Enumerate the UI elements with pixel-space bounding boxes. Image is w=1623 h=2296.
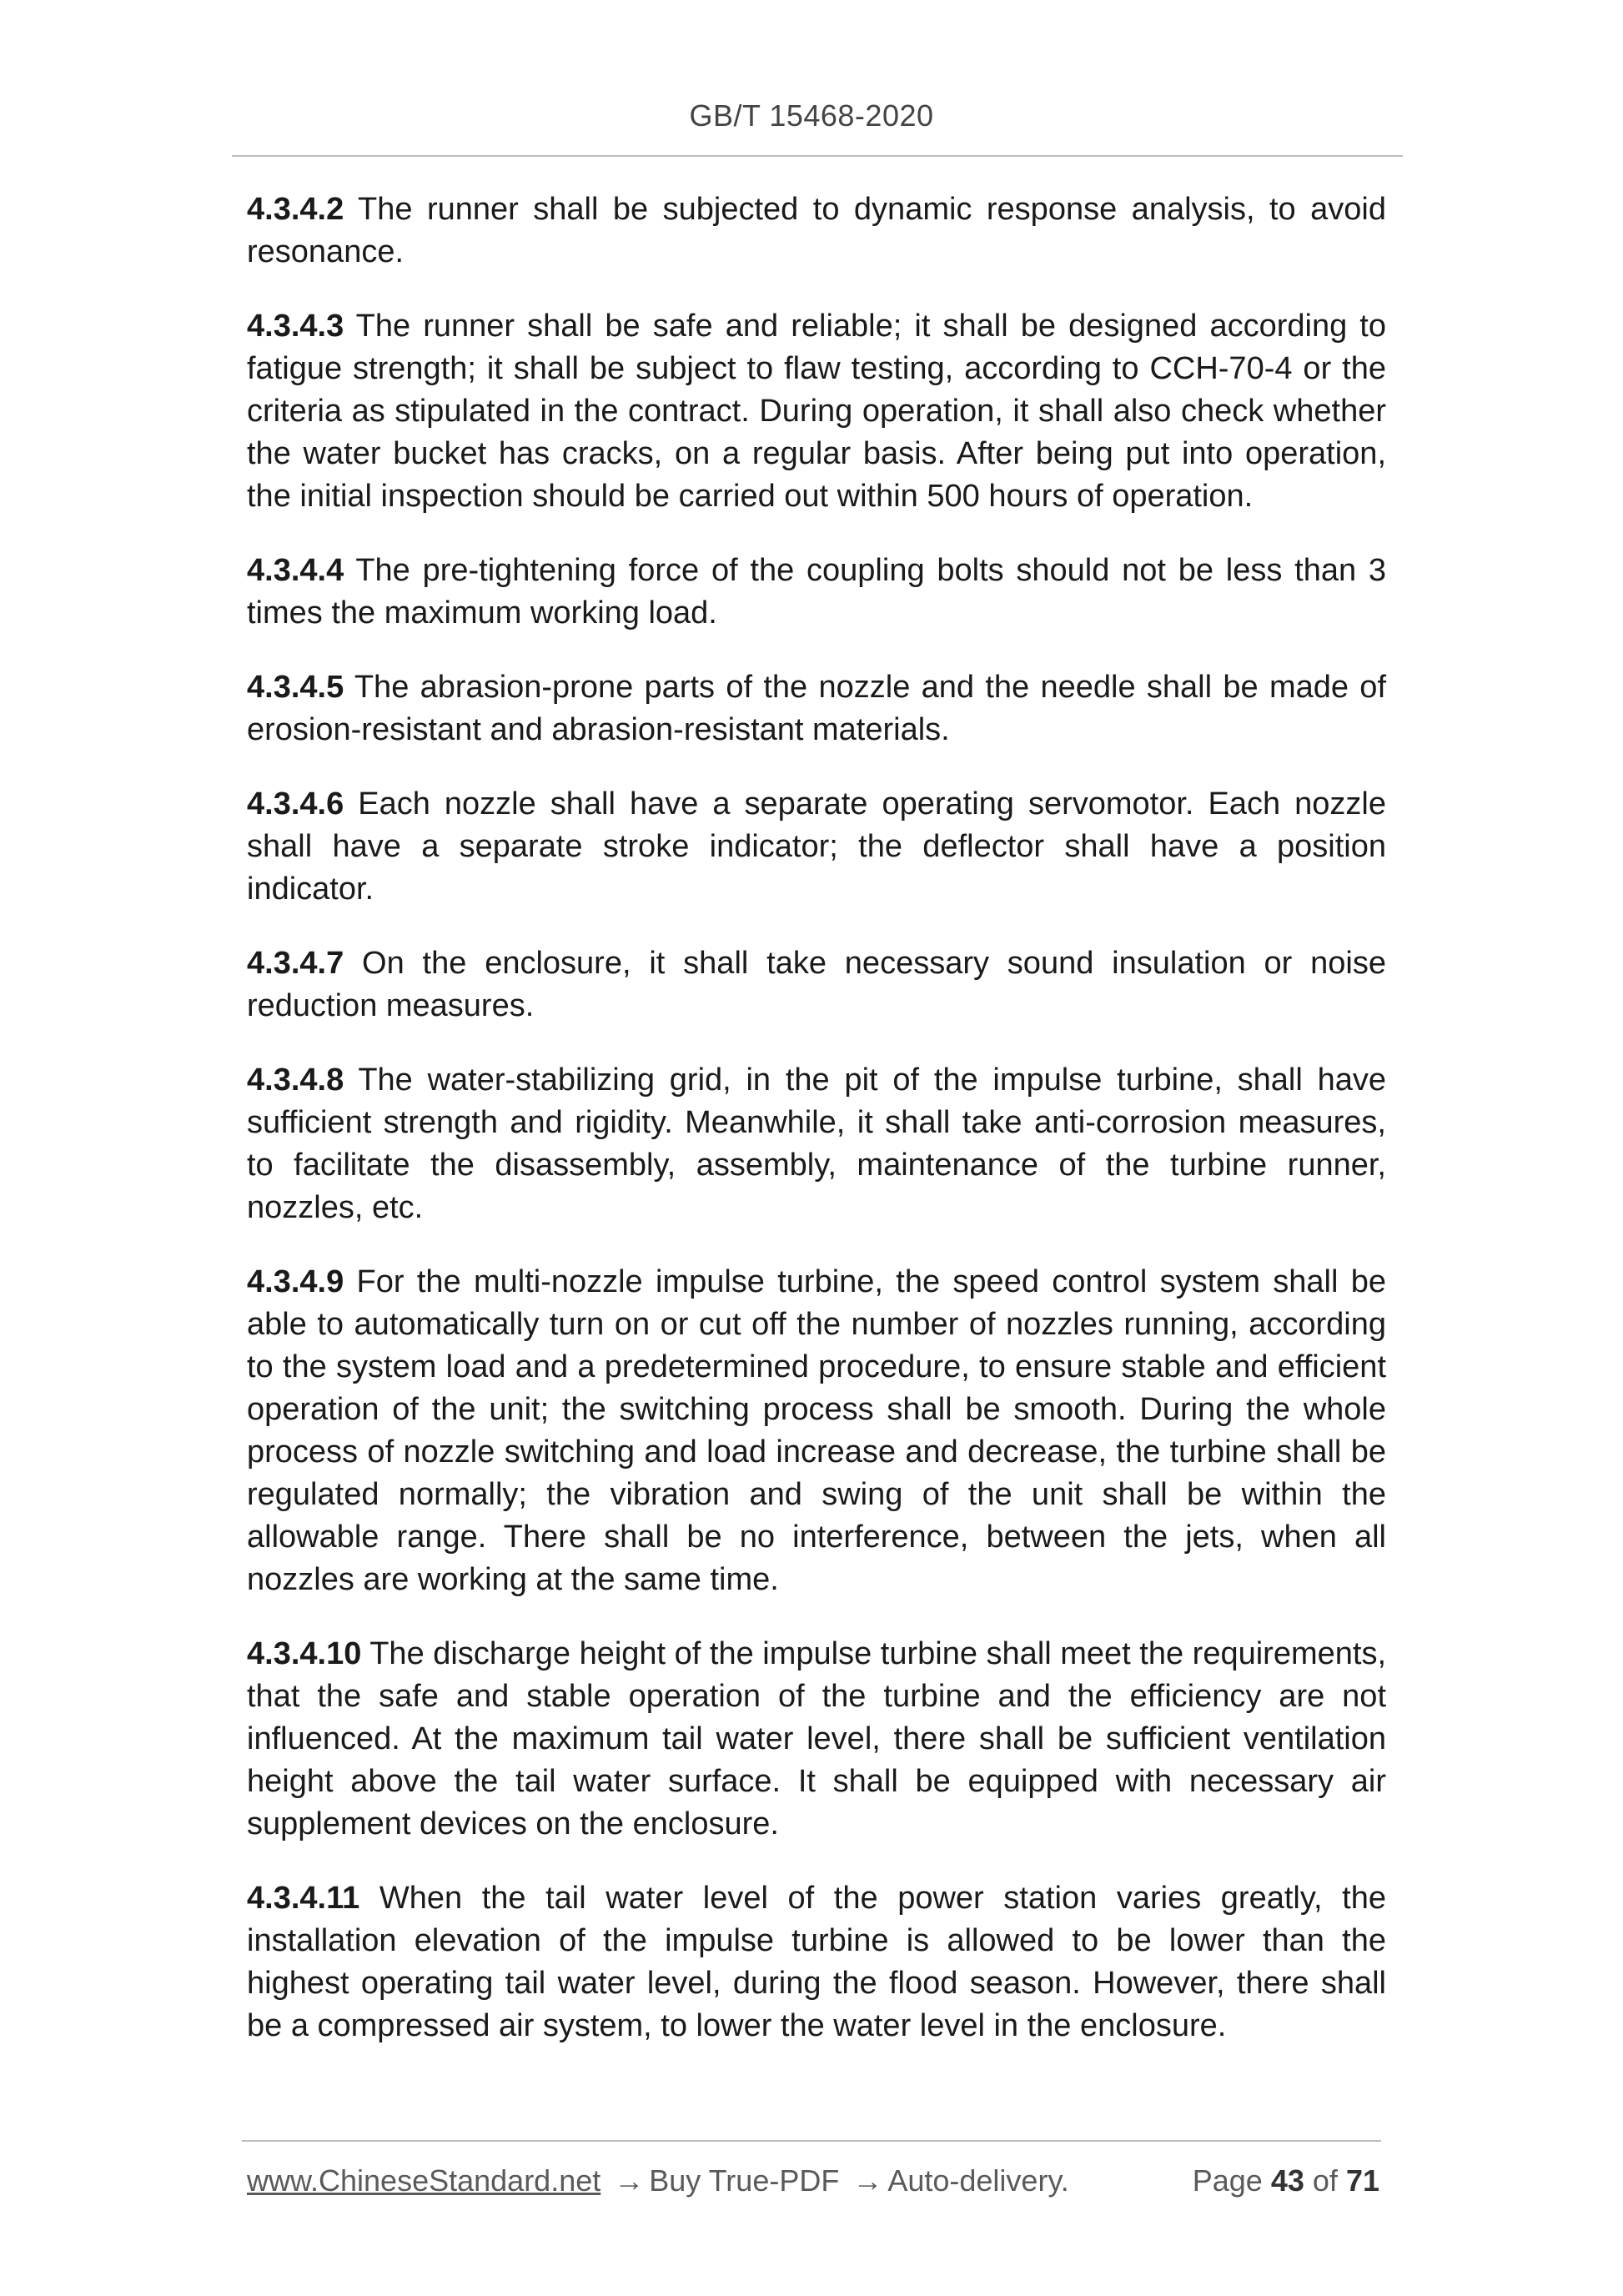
clause-4-3-4-11	[247, 1877, 1386, 2047]
clause-number: 4.3.4.2	[247, 192, 344, 227]
document-body	[247, 188, 1386, 2079]
clause-number: 4.3.4.10	[247, 1636, 362, 1671]
clause-text: For the multi-nozzle impulse turbine, the speed control system shall be able to automatically turn on or cut off the number of nozzles running, according to the system load and a predetermined procedure, to ensure stable and efficient operation of the unit; the switching process shall be smooth. During the whole process of nozzle switching and load increase and decrease, the turbine shall be regulated normally; the vibration and swing of the unit shall be within the allowable range. There shall be no interference, between the jets, when all nozzles are working at the same time.	[247, 1264, 1387, 1597]
clause-4-3-4-8	[247, 1059, 1386, 1229]
of-label: of	[1312, 2163, 1338, 2198]
clause-text: The runner shall be subjected to dynamic response analysis, to avoid resonance.	[247, 192, 1387, 269]
clause-text: Each nozzle shall have a separate operating servomotor. Each nozzle shall have a separate stroke indicator; the deflector shall have a position indicator.	[247, 786, 1386, 907]
auto-delivery-text: Auto-delivery.	[887, 2163, 1069, 2198]
arrow-right-icon: →	[852, 2163, 883, 2198]
website-link[interactable]: www.ChineseStandard.net	[247, 2163, 601, 2198]
clause-number: 4.3.4.7	[247, 946, 344, 981]
clause-4-3-4-4	[247, 550, 1386, 635]
clause-4-3-4-10	[247, 1633, 1386, 1846]
page-current: 43	[1270, 2163, 1304, 2198]
page-total: 71	[1345, 2163, 1379, 2198]
clause-text: The discharge height of the impulse turbine shall meet the requirements, that the safe and stable operation of the turbine and the efficiency are not influenced. At the maximum tail water level, there shall be sufficient ventilation height above the tail water surface. It shall be equipped with necessary air supplement devices on the enclosure.	[247, 1636, 1387, 1841]
clause-number: 4.3.4.5	[247, 670, 344, 705]
arrow-right-icon: →	[614, 2163, 645, 2198]
footer-divider	[242, 2140, 1381, 2142]
clause-number: 4.3.4.6	[247, 786, 344, 821]
clause-4-3-4-9	[247, 1261, 1386, 1601]
footer-promo	[247, 2163, 1069, 2198]
clause-text: The abrasion-prone parts of the nozzle and the needle shall be made of erosion-resistant and abrasion-resistant materials.	[247, 670, 1386, 747]
buy-pdf-text: Buy True-PDF	[649, 2163, 840, 2198]
header-divider	[232, 155, 1403, 157]
clause-4-3-4-3	[247, 305, 1386, 518]
clause-text: The pre-tightening force of the coupling bolts should not be less than 3 times the maximum working load.	[247, 553, 1387, 631]
clause-number: 4.3.4.3	[247, 309, 344, 344]
clause-number: 4.3.4.11	[247, 1881, 360, 1916]
page-label: Page	[1192, 2163, 1263, 2198]
clause-4-3-4-7	[247, 942, 1386, 1027]
clause-4-3-4-6	[247, 783, 1386, 911]
page-indicator	[1193, 2163, 1379, 2198]
clause-number: 4.3.4.9	[247, 1264, 344, 1299]
clause-4-3-4-5	[247, 666, 1386, 751]
clause-text: The water-stabilizing grid, in the pit of the impulse turbine, shall have sufficient strength and rigidity. Meanwhile, it shall take anti-corrosion measures, to facilitate the disassembly, assembly, maintenance of the turbine runner, nozzles, etc.	[247, 1063, 1386, 1225]
page-header-title: GB/T 15468-2020	[689, 98, 934, 133]
clause-text: On the enclosure, it shall take necessary sound insulation or noise reduction measures.	[247, 946, 1386, 1023]
clause-number: 4.3.4.4	[247, 553, 344, 588]
clause-number: 4.3.4.8	[247, 1063, 344, 1098]
clause-4-3-4-2	[247, 188, 1386, 274]
clause-text: The runner shall be safe and reliable; it shall be designed according to fatigue strength; it shall be subject to flaw testing, according to CCH-70-4 or the criteria as stipulated in the contract. During operation, it shall also check whether the water bucket has cracks, on a regular basis. After being put into operation, the initial inspection should be carried out within 500 hours of operation.	[247, 309, 1387, 514]
clause-text: When the tail water level of the power station varies greatly, the installation elevation of the impulse turbine is allowed to be lower than the highest operating tail water level, during the flood season. However, there shall be a compressed air system, to lower the water level in the enclosure.	[247, 1881, 1386, 2043]
